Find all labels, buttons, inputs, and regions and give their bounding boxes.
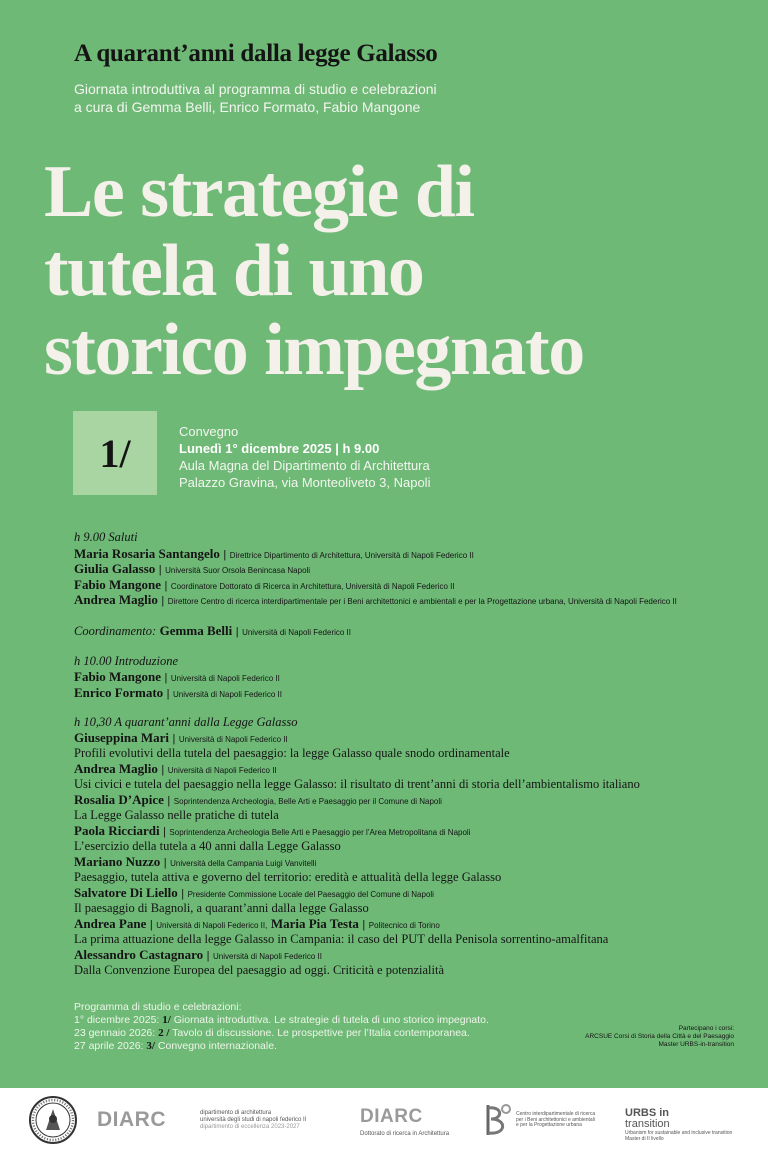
- main-title-line-2: tutela di uno: [44, 230, 424, 312]
- speaker-affiliation: Soprintendenza Archeologia Belle Arti e Paesaggio per l’Area Metropolitana di Napoli: [169, 828, 471, 837]
- participants-line-3: Master URBS-in-transition: [658, 1041, 734, 1048]
- talk-speaker-row: [74, 792, 442, 810]
- speaker-name: Andrea Maglio: [74, 761, 158, 776]
- participants-line-1: Partecipano i corsi:: [678, 1025, 734, 1032]
- series-number: 3/: [146, 1040, 155, 1052]
- talk-title: Dalla Convenzione Europea del paesaggio ad oggi. Criticità e potenzialità: [74, 963, 445, 977]
- talk-title: La prima attuazione della legge Galasso in Campania: il caso del PUT della Penisola sorrentino-amalfitana: [74, 932, 609, 946]
- speaker-affiliation: Università di Napoli Federico II,: [156, 921, 268, 930]
- subtitle-line-2: a cura di Gemma Belli, Enrico Formato, Fabio Mangone: [74, 99, 421, 115]
- series-text: Giornata introduttiva. Le strategie di tutela di uno storico impegnato.: [173, 1014, 489, 1026]
- separator: |: [149, 919, 153, 931]
- speaker-name: Maria Pia Testa: [270, 916, 359, 931]
- speaker-affiliation: Coordinatore Dottorato di Ricerca in Architettura, Università di Napoli Federico II: [170, 582, 455, 591]
- series-number: 1/: [162, 1014, 171, 1026]
- diarc-phd-logo: DIARC: [360, 1106, 423, 1127]
- speaker-name: Mariano Nuzzo: [74, 854, 161, 869]
- talk-speaker-row: [74, 916, 440, 934]
- talk-speaker-row: [74, 885, 434, 903]
- separator: |: [163, 857, 167, 869]
- speaker-affiliation: Università di Napoli Federico II: [213, 952, 322, 961]
- talk-speaker-row: [74, 761, 277, 779]
- series-date: 27 aprile 2026:: [74, 1040, 144, 1052]
- talk-speaker-row: [74, 854, 316, 872]
- intro-row: [74, 669, 280, 687]
- separator: |: [158, 564, 162, 576]
- main-title-line-3: storico impegnato: [44, 309, 584, 391]
- bap-text-line-3: e per la Progettazione urbana: [516, 1122, 582, 1128]
- speaker-affiliation: Università della Campania Luigi Vanvitelli: [170, 859, 317, 868]
- coordination-row: [74, 623, 351, 641]
- supertitle: A quarant’anni dalla legge Galasso: [74, 40, 438, 67]
- speaker-affiliation: Presidente Commissione Locale del Paesaggio del Comune di Napoli: [187, 890, 434, 899]
- talk-title: Il paesaggio di Bagnoli, a quarant’anni dalla legge Galasso: [74, 901, 369, 915]
- speaker-name: Fabio Mangone: [74, 577, 162, 592]
- speaker-name: Salvatore Di Liello: [74, 885, 178, 900]
- subtitle-line-1: Giornata introduttiva al programma di studio e celebrazioni: [74, 81, 437, 97]
- separator: |: [181, 888, 185, 900]
- series-date: 1° dicembre 2025:: [74, 1014, 160, 1026]
- diarc-text-line-2: università degli studi di napoli federico II: [200, 1117, 307, 1123]
- talk-title: La Legge Galasso nelle pratiche di tutela: [74, 808, 279, 822]
- diarc-text-line-3: dipartimento di eccellenza 2023-2027: [200, 1124, 300, 1130]
- footer-logos: [0, 1088, 768, 1151]
- talk-title: Profili evolutivi della tutela del paesaggio: la legge Galasso quale snodo ordinamentale: [74, 746, 510, 760]
- separator: |: [164, 672, 168, 684]
- talk-title: Paesaggio, tutela attiva e governo del territorio: eredità e attualità della legge Galasso: [74, 870, 502, 884]
- series-item: [74, 1014, 489, 1027]
- series-date: 23 gennaio 2026:: [74, 1027, 156, 1039]
- bap-text-line-2: per i Beni architettonici e ambientali: [516, 1116, 595, 1123]
- speaker-name: Alessandro Castagnaro: [74, 947, 204, 962]
- speaker-name: Enrico Formato: [74, 685, 164, 700]
- greeting-row: [74, 561, 310, 579]
- separator: |: [167, 795, 171, 807]
- bap-centre-logo-icon: [485, 1102, 513, 1138]
- session-talks-heading: h 10,30 A quarant’anni dalla Legge Galasso: [74, 715, 298, 729]
- speaker-name: Giulia Galasso: [74, 561, 156, 576]
- speaker-name: Paola Ricciardi: [74, 823, 160, 838]
- event-venue: Aula Magna del Dipartimento di Architettura: [179, 458, 430, 473]
- participants-line-2: ARCSUE Corsi di Storia della Città e del Paesaggio: [585, 1033, 734, 1040]
- diarc-text-line-1: dipartimento di architettura: [200, 1110, 272, 1116]
- greeting-row: [74, 592, 677, 610]
- speaker-affiliation: Università Suor Orsola Benincasa Napoli: [165, 566, 311, 575]
- urbs-logo-line-2: transition: [625, 1118, 670, 1130]
- coordinator-affiliation: Università di Napoli Federico II: [242, 628, 351, 637]
- speaker-affiliation: Direttrice Dipartimento di Architettura, Università di Napoli Federico II: [229, 551, 474, 560]
- speaker-name: Andrea Maglio: [74, 592, 158, 607]
- intro-row: [74, 685, 282, 703]
- separator: |: [235, 626, 239, 638]
- speaker-name: Maria Rosaria Santangelo: [74, 546, 220, 561]
- series-text: Convegno internazionale.: [157, 1040, 277, 1052]
- speaker-name: Fabio Mangone: [74, 669, 162, 684]
- urbs-text-line-1: Urbanism for sustainable and inclusive transition: [625, 1130, 733, 1136]
- diarc-phd-text: Dottorato di ricerca in Architettura: [360, 1131, 450, 1137]
- diarc-logo: DIARC: [97, 1108, 166, 1131]
- separator: |: [223, 549, 227, 561]
- separator: |: [161, 595, 165, 607]
- session-intro-heading: h 10.00 Introduzione: [74, 654, 179, 668]
- coordinator-name: Gemma Belli: [159, 623, 233, 638]
- series-text: Tavolo di discussione. Le prospettive per l’Italia contemporanea.: [172, 1027, 470, 1039]
- speaker-affiliation: Università di Napoli Federico II: [173, 690, 282, 699]
- series-item: [74, 1027, 470, 1040]
- coordination-label: Coordinamento:: [74, 624, 157, 638]
- session-greetings-heading: h 9.00 Saluti: [74, 530, 138, 544]
- urbs-text-line-2: Master di II livello: [625, 1135, 664, 1142]
- talk-title: L’esercizio della tutela a 40 anni dalla Legge Galasso: [74, 839, 341, 853]
- series-item: [74, 1040, 277, 1053]
- separator: |: [172, 733, 176, 745]
- series-heading: Programma di studio e celebrazioni:: [74, 1001, 242, 1013]
- separator: |: [362, 919, 366, 931]
- main-title-line-1: Le strategie di: [44, 151, 474, 233]
- talk-speaker-row: [74, 730, 288, 748]
- speaker-name: Giuseppina Mari: [74, 730, 169, 745]
- urbs-logo-line-1: URBS in: [625, 1107, 669, 1119]
- talk-speaker-row: [74, 947, 322, 965]
- separator: |: [166, 688, 170, 700]
- talk-title: Usi civici e tutela del paesaggio nella legge Galasso: il risultato di trent’anni di storia dell’ambientalismo italiano: [74, 777, 640, 791]
- series-number: 2 /: [158, 1027, 170, 1039]
- event-number-badge: 1/: [73, 411, 157, 495]
- speaker-affiliation: Direttore Centro di ricerca interdipartimentale per i Beni architettonici e ambientali e per la Progettazione urbana, Università di Napoli Federico II: [167, 597, 677, 606]
- separator: |: [206, 950, 210, 962]
- university-seal-icon: [28, 1095, 78, 1145]
- speaker-affiliation: Università di Napoli Federico II: [178, 735, 288, 744]
- speaker-affiliation: Università di Napoli Federico II: [167, 766, 277, 775]
- speaker-affiliation: Soprintendenza Archeologia, Belle Arti e Paesaggio per il Comune di Napoli: [173, 797, 442, 806]
- speaker-affiliation: Politecnico di Torino: [368, 921, 440, 930]
- bap-text-line-1: Centro interdipartimentale di ricerca: [516, 1111, 596, 1117]
- separator: |: [164, 580, 168, 592]
- talk-speaker-row: [74, 823, 470, 841]
- separator: |: [161, 764, 165, 776]
- separator: |: [163, 826, 166, 838]
- event-date: Lunedì 1° dicembre 2025 | h 9.00: [179, 441, 380, 456]
- speaker-name: Andrea Pane: [74, 916, 147, 931]
- event-address: Palazzo Gravina, via Monteoliveto 3, Napoli: [179, 475, 431, 490]
- event-type: Convegno: [179, 424, 239, 439]
- speaker-affiliation: Università di Napoli Federico II: [170, 674, 280, 683]
- speaker-name: Rosalia D’Apice: [74, 792, 164, 807]
